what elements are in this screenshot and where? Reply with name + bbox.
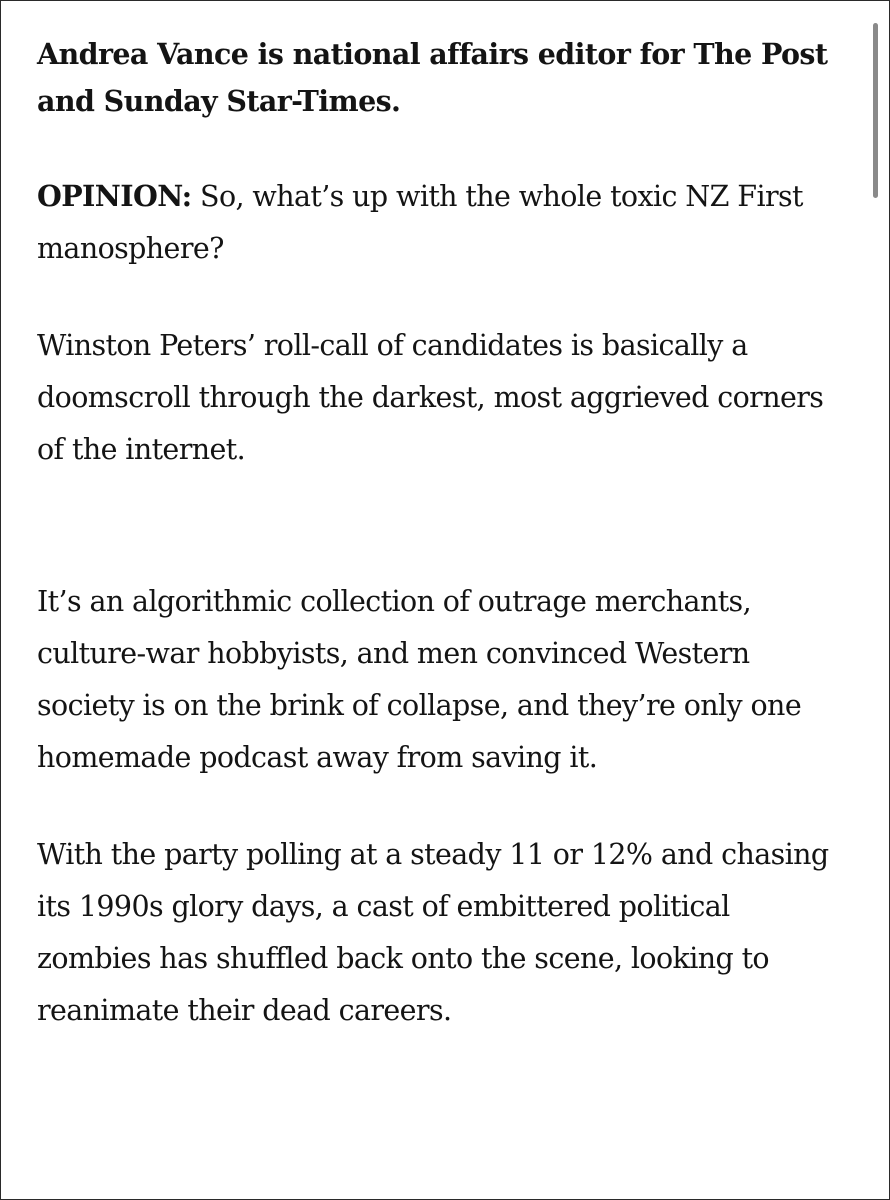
author-byline: Andrea Vance is national affairs editor for The Post and Sunday Star-Times. — [37, 37, 828, 118]
article-paragraph-3: With the party polling at a steady 11 or 12% and chasing its 1990s glory days, a cast of embittered political zombies has shuffled back onto the scene, looking to reanimate their dead careers. — [37, 838, 829, 1027]
article-paragraph-2: It’s an algorithmic collection of outrage merchants, culture-war hobbyists, and men convinced Western society is on the brink of collapse, and they’re only one homemade podcast away from saving it. — [37, 585, 802, 774]
article-paragraph-1: Winston Peters’ roll-call of candidates is basically a doomscroll through the darkest, most aggrieved corners of the internet. — [37, 329, 824, 466]
opinion-intro — [37, 170, 847, 275]
opinion-kicker: OPINION: — [37, 179, 192, 213]
opinion-intro-text: So, what’s up with the whole toxic NZ First manosphere? — [37, 180, 803, 265]
vertical-scrollbar[interactable] — [869, 1, 881, 1199]
article-body — [37, 31, 847, 1082]
scrollbar-thumb[interactable] — [873, 23, 878, 198]
